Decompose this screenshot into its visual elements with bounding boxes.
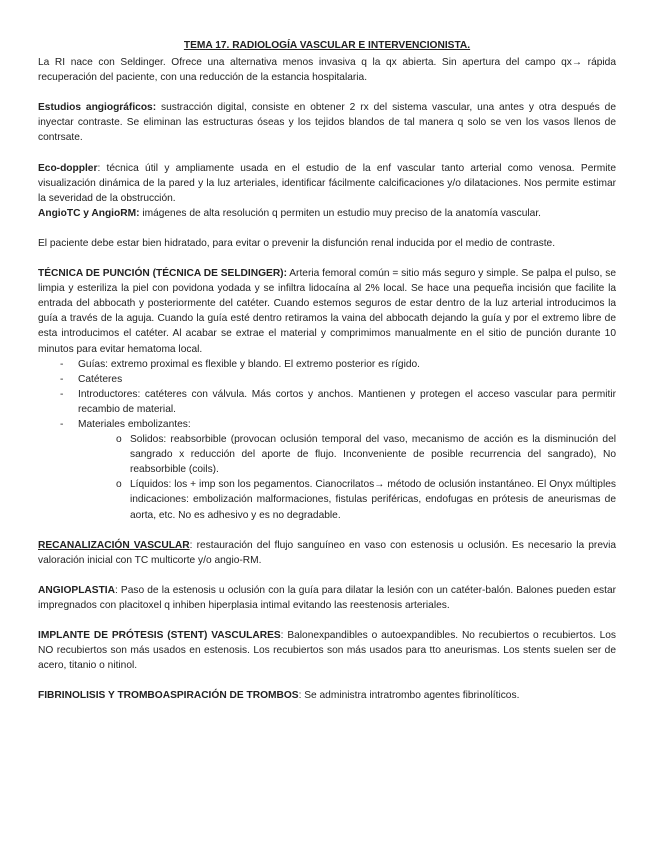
eco-doppler-text: : técnica útil y ampliamente usada en el estudio de la enf vascular tanto arterial como venosa. Permite visualización dinámica de la pared y la luz arteriales, identificar fácilmente calcificaciones y/o dilataciones. Nos permite estimar la severidad de la obstrucción. [38, 162, 616, 204]
fibrinolysis-paragraph [38, 688, 616, 703]
angioplasty-paragraph [38, 583, 616, 613]
list-item: - Catéteres [38, 372, 616, 387]
fibrinolysis-text: : Se administra intratrombo agentes fibrinolíticos. [298, 690, 520, 702]
recanalization-label: RECANALIZACIÓN VASCULAR [38, 539, 190, 551]
angiographic-studies-text: sustracción digital, consiste en obtener 2 rx del sistema vascular, una antes y otra después de inyectar contraste. Se eliminan las estructuras óseas y los tejidos blandos de tal manera q solo se ven los vasos llenos de contrsate. [38, 102, 617, 144]
embolic-materials-sublist [78, 432, 616, 523]
stent-label: IMPLANTE DE PRÓTESIS (STENT) VASCULARES [38, 630, 281, 641]
stent-paragraph [38, 628, 616, 673]
angiographic-studies-label: Estudios angiográficos: [38, 102, 157, 114]
eco-doppler-paragraph [38, 161, 616, 206]
list-item [38, 417, 616, 523]
list-item: - Introductores: catéteres con válvula. Más cortos y anchos. Mantienen y protegen el acceso vascular para permitir recambio de material. [38, 387, 616, 417]
recanalization-text: : restauración del flujo sanguíneo en vaso con estenosis u oclusión. Es necesario la previa valoración inicial con TC multicorte y/o angio-RM. [38, 539, 617, 566]
seldinger-text: Arteria femoral común = sitio más seguro y simple. Se palpa el pulso, se limpia y esteriliza la piel con povidona yodada y se infiltra lidocaína al 2% local. Se hace una pequeña incisión que facilite la entrada del abbocath y posteriormente del catéter. Cuando estemos seguros de estar dentro de la luz arterial introducimos la guía a través de la aguja. Cuando la guía esté dentro retiramos la vaina del abbocath dejando la guía y por el extremo libre de esta introducimos el catéter. Al acabar se extrae el material y comprimimos manualmente en el sitio de punción durante 10 minutos para evitar hematoma local. [38, 268, 617, 355]
seldinger-label: TÉCNICA DE PUNCIÓN (TÉCNICA DE SELDINGER): [38, 268, 287, 280]
embolic-materials-label: Materiales embolizantes: [78, 418, 191, 430]
angioplasty-text: : Paso de la estenosis u oclusión con la guía para dilatar la lesión con un catéter-balón. Balones pueden estar impregnados con placitoxel q inhiben hiperplasia intimal evitando las reestenosis arteriales. [38, 584, 616, 611]
angioplasty-label: ANGIOPLASTIA [38, 584, 115, 596]
sublist-item: o Líquidos: los + imp son los pegamentos. Cianocrilatos→ método de oclusión instantáneo. El Onyx múltiples indicaciones: embolización malformaciones, fistulas periféricas, endofugas en prótesis de aneurismas de aorta, etc. No es adhesivo y es no degradable. [78, 477, 616, 522]
fibrinolysis-label: FIBRINOLISIS Y TROMBOASPIRACIÓN DE TROMBOS [38, 690, 299, 702]
eco-doppler-label: Eco-doppler [38, 162, 98, 174]
angiotc-text: imágenes de alta resolución q permiten un estudio muy preciso de la anatomía vascular. [139, 207, 541, 219]
angiotc-paragraph [38, 206, 616, 221]
angiographic-studies-paragraph [38, 100, 616, 145]
intro-paragraph: La RI nace con Seldinger. Ofrece una alternativa menos invasiva q la qx abierta. Sin apertura del campo qx→ rápida recuperación del paciente, con una reducción de la estancia hospitalaria. [38, 57, 616, 84]
materials-list [38, 357, 616, 523]
hydration-paragraph: El paciente debe estar bien hidratado, para evitar o prevenir la disfunción renal inducida por el medio de contraste. [38, 237, 556, 249]
seldinger-paragraph [38, 266, 616, 357]
sublist-item: o Solidos: reabsorbible (provocan oclusión temporal del vaso, mecanismo de acción es la disminución del sangrado x reducción del aporte de flujo. Inconveniente de posible recurrencia del sangrado), No reabsorbible (coils). [78, 432, 616, 477]
angiotc-label: AngioTC y AngioRM: [38, 207, 140, 219]
stent-text: : Balonexpandibles o autoexpandibles. No recubiertos o recubiertos. Los NO recubiertos son más usados en estenosis. Los recubiertos son más usados para tto aneurismas. Los stents suelen ser de acero, titanio o nitinol. [38, 630, 616, 672]
list-item: - Guías: extremo proximal es flexible y blando. El extremo posterior es rígido. [38, 357, 616, 372]
recanalization-paragraph [38, 538, 616, 568]
page-title: TEMA 17. RADIOLOGÍA VASCULAR E INTERVENCIONISTA. [183, 40, 471, 51]
document-page [38, 38, 616, 718]
